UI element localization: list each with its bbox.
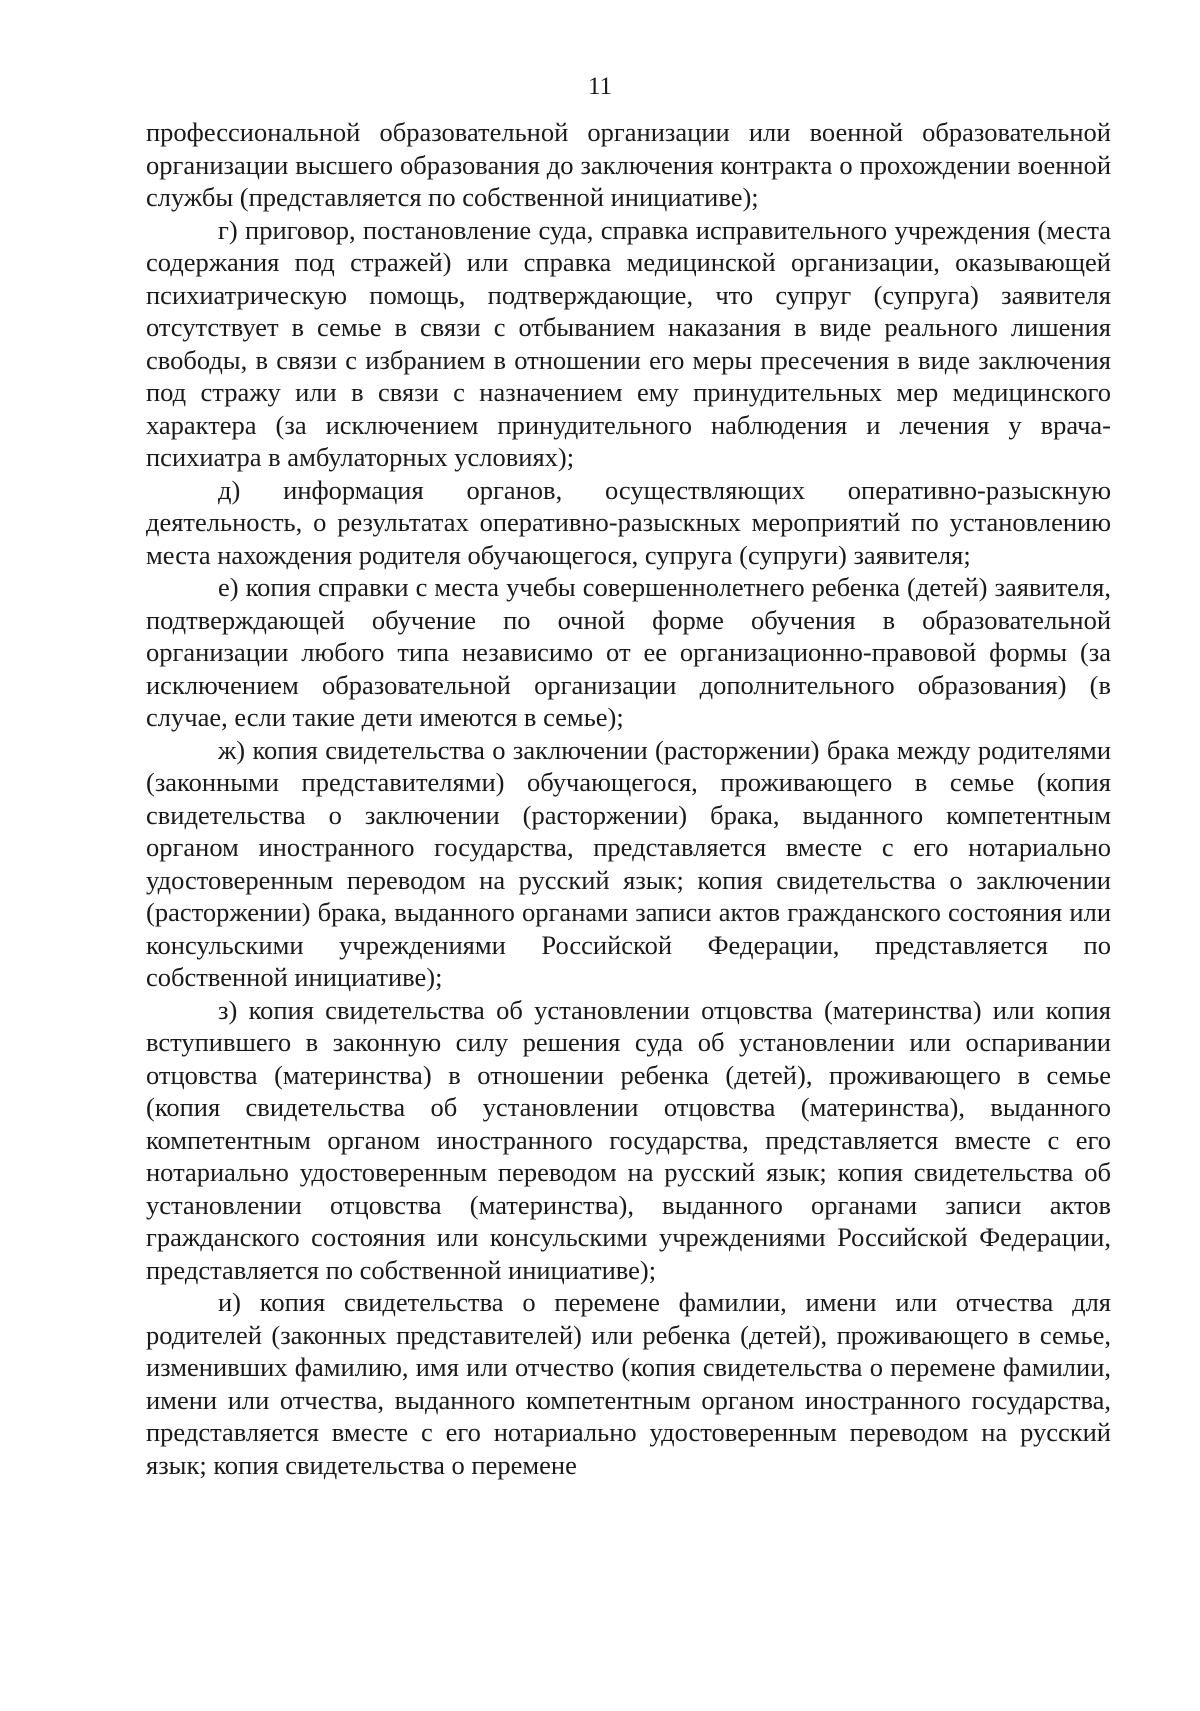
paragraph-item-e: е) копия справки с места учебы совершеннолетнего ребенка (детей) заявителя, подтверждающей обучение по очной форме обучения в образовательной организации любого типа независимо от ее организационно-правовой формы (за исключением образовательной организации дополнительного образования) (в случае, если такие дети имеются в семье); — [146, 572, 1111, 732]
paragraph-item-z: з) копия свидетельства об установлении отцовства (материнства) или копия вступившего в законную силу решения суда об установлении или оспаривании отцовства (материнства) в отношении ребенка (детей), проживающего в семье (копия свидетельства об установлении отцовства (материнства), выданного компетентным органом иностранного государства, представляется вместе с его нотариально удостоверенным переводом на русский язык; копия свидетельства об установлении отцовства (материнства), выданного органами записи актов гражданского состояния или консульскими учреждениями Российской Федерации, представляется по собственной инициативе); — [146, 994, 1111, 1285]
paragraph-item-d: д) информация органов, осуществляющих оперативно-разыскную деятельность, о результатах оперативно-разыскных мероприятий по установлению места нахождения родителя обучающегося, супруга (супруги) заявителя; — [146, 474, 1111, 570]
paragraph-item-i: и) копия свидетельства о перемене фамилии, имени или отчества для родителей (законных представителей) или ребенка (детей), проживающего в семье, изменивших фамилию, имя или отчество (копия свидетельства о перемене фамилии, имени или отчества, выданного компетентным органом иностранного государства, представляется вместе с его нотариально удостоверенным переводом на русский язык; копия свидетельства о перемене — [146, 1287, 1111, 1480]
paragraph-item-zh: ж) копия свидетельства о заключении (расторжении) брака между родителями (законными представителями) обучающегося, проживающего в семье (копия свидетельства о заключении (расторжении) брака, выданного компетентным органом иностранного государства, представляется вместе с его нотариально удостоверенным переводом на русский язык; копия свидетельства о заключении (расторжении) брака, выданного органами записи актов гражданского состояния или консульскими учреждениями Российской Федерации, представляется по собственной инициативе); — [146, 734, 1111, 992]
page-number: 11 — [587, 73, 613, 100]
paragraph-item-g: г) приговор, постановление суда, справка исправительного учреждения (места содержания под стражей) или справка медицинской организации, оказывающей психиатрическую помощь, подтверждающие, что супруг (супруга) заявителя отсутствует в семье в связи с отбыванием наказания в виде реального лишения свободы, в связи с избранием в отношении его меры пресечения в виде заключения под стражу или в связи с назначением ему принудительных мер медицинского характера (за исключением принудительного наблюдения и лечения у врача-психиатра в амбулаторных условиях); — [146, 214, 1111, 472]
paragraph-continuation: профессиональной образовательной организации или военной образовательной организации высшего образования до заключения контракта о прохождении военной службы (представляется по собственной инициативе); — [146, 117, 1111, 212]
document-body — [146, 116, 1111, 1481]
